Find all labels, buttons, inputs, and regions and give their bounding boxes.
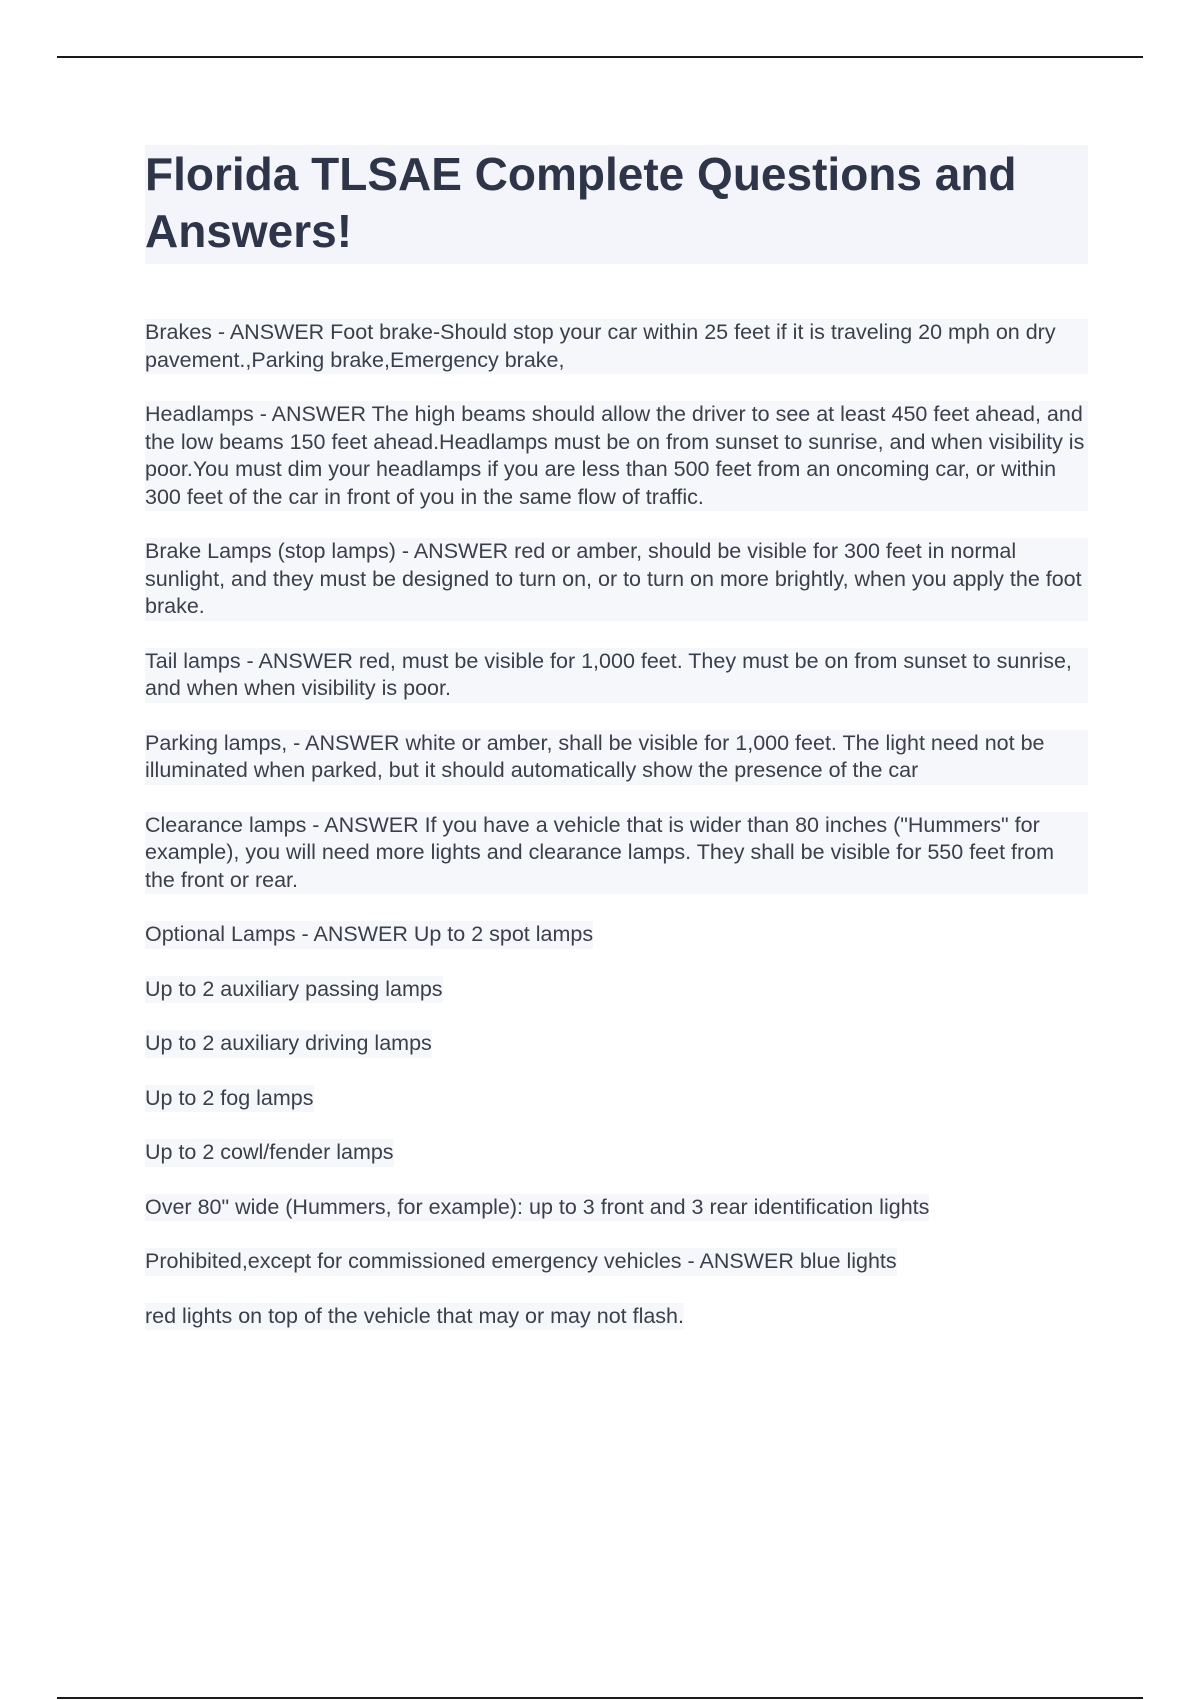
document-title: Florida TLSAE Complete Questions and Answers! [145, 148, 1017, 257]
qa-entry-prohibited-lights: Prohibited,except for commissioned emergency vehicles - ANSWER blue lights [145, 1248, 897, 1276]
qa-entry-identification-lights: Over 80" wide (Hummers, for example): up to 3 front and 3 rear identification lights [145, 1194, 929, 1222]
qa-entry-clearance-lamps: Clearance lamps - ANSWER If you have a vehicle that is wider than 80 inches ("Hummers" for example), you will need more lights and clearance lamps. They shall be visible for 550 feet from the front or rear. [145, 812, 1088, 895]
title-block [145, 145, 1088, 264]
qa-entry-red-lights: red lights on top of the vehicle that may or may not flash. [145, 1303, 684, 1331]
qa-entry-headlamps: Headlamps - ANSWER The high beams should allow the driver to see at least 450 feet ahead, and the low beams 150 feet ahead.Headlamps must be on from sunset to sunrise, and when visibility is poor.You must dim your headlamps if you are less than 500 feet from an oncoming car, or within 300 feet of the car in front of you in the same flow of traffic. [145, 401, 1088, 511]
qa-entry-driving-lamps: Up to 2 auxiliary driving lamps [145, 1030, 432, 1058]
bottom-rule [57, 1697, 1143, 1699]
qa-entry-brake-lamps: Brake Lamps (stop lamps) - ANSWER red or amber, should be visible for 300 feet in normal sunlight, and they must be designed to turn on, or to turn on more brightly, when you apply the foot brake. [145, 538, 1088, 621]
page-content [145, 145, 1088, 1357]
qa-entry-optional-lamps: Optional Lamps - ANSWER Up to 2 spot lamps [145, 921, 593, 949]
top-rule [57, 56, 1143, 58]
qa-entry-tail-lamps: Tail lamps - ANSWER red, must be visible for 1,000 feet. They must be on from sunset to sunrise, and when when visibility is poor. [145, 648, 1088, 703]
qa-entry-cowl-fender-lamps: Up to 2 cowl/fender lamps [145, 1139, 394, 1167]
qa-entry-brakes: Brakes - ANSWER Foot brake-Should stop your car within 25 feet if it is traveling 20 mph on dry pavement.,Parking brake,Emergency brake, [145, 319, 1088, 374]
qa-list [145, 319, 1088, 1330]
qa-entry-parking-lamps: Parking lamps, - ANSWER white or amber, shall be visible for 1,000 feet. The light need not be illuminated when parked, but it should automatically show the presence of the car [145, 730, 1088, 785]
qa-entry-fog-lamps: Up to 2 fog lamps [145, 1085, 314, 1113]
qa-entry-passing-lamps: Up to 2 auxiliary passing lamps [145, 976, 443, 1004]
